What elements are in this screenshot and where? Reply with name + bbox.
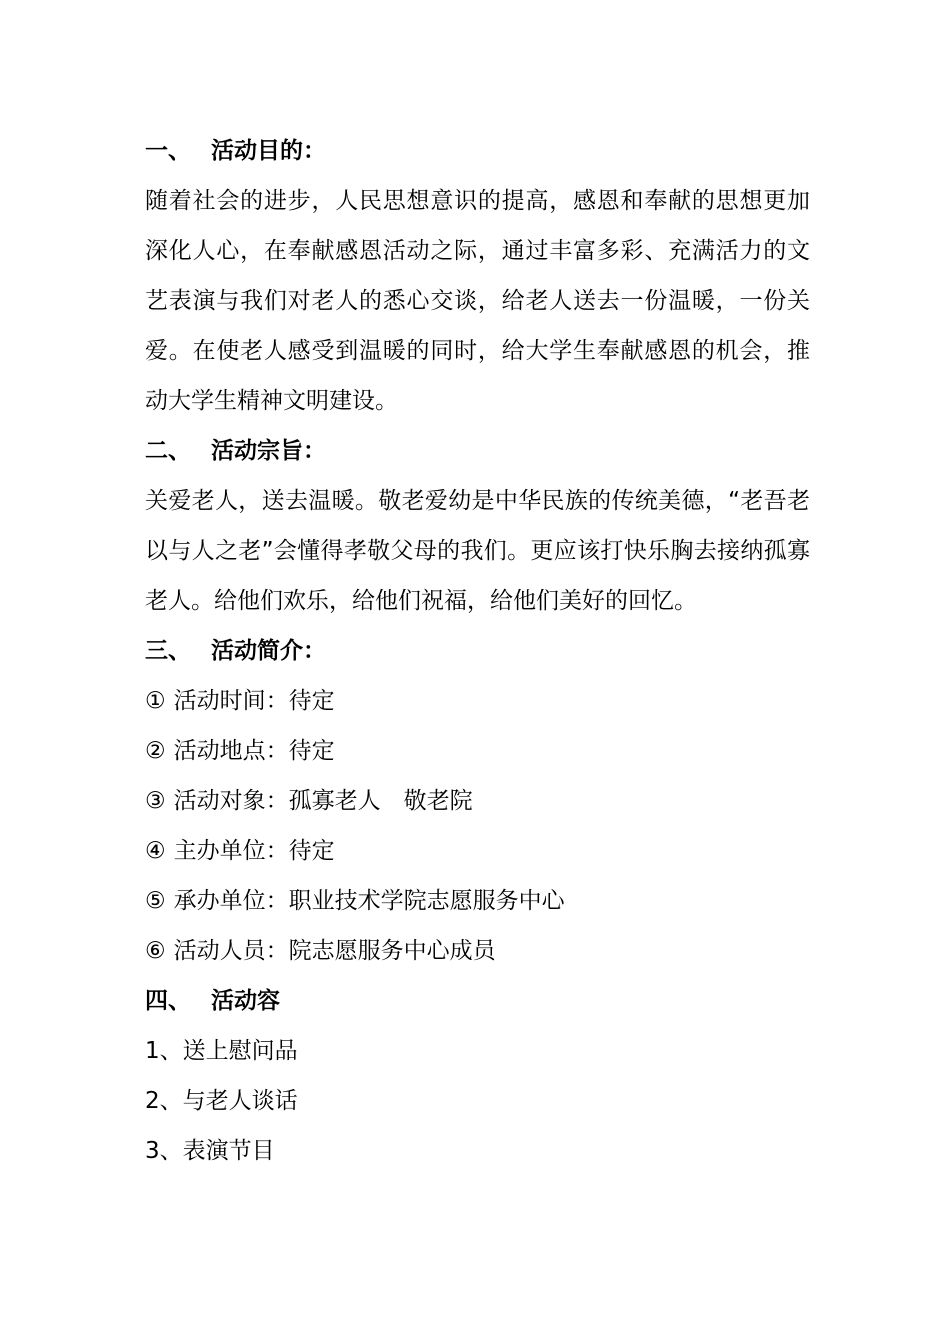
section3-item <box>145 926 810 976</box>
section1-heading <box>145 126 810 176</box>
section3-item <box>145 776 810 826</box>
item-text: 活动对象：孤寡老人 敬老院 <box>173 788 473 814</box>
section3-item <box>145 826 810 876</box>
section2-heading <box>145 426 810 476</box>
section3-item <box>145 676 810 726</box>
section4-number: 四、 <box>145 988 191 1014</box>
item-text: 活动时间：待定 <box>173 688 335 714</box>
section1-title: 活动目的： <box>211 138 326 164</box>
section1-body: 随着社会的进步，人民思想意识的提高，感恩和奉献的思想更加深化人心，在奉献感恩活动之际，通过丰富多彩、充满活力的文艺表演与我们对老人的悉心交谈，给老人送去一份温暖，一份关爱。在使老人感受到温暖的同时，给大学生奉献感恩的机会，推动大学生精神文明建设。 <box>145 188 810 414</box>
section1-number: 一、 <box>145 138 191 164</box>
section3-heading <box>145 626 810 676</box>
section2-title: 活动宗旨： <box>211 438 326 464</box>
item-text: 承办单位：职业技术学院志愿服务中心 <box>173 888 565 914</box>
section3-item <box>145 726 810 776</box>
section2-body: 关爱老人，送去温暖。敬老爱幼是中华民族的传统美德，“老吾老以与人之老”会懂得孝敬父母的我们。更应该打快乐胸去接纳孤寡老人。给他们欢乐，给他们祝福，给他们美好的回忆。 <box>145 488 810 614</box>
section4-item: 2、与老人谈话 <box>145 1088 298 1114</box>
item-marker: ① <box>145 688 166 714</box>
section3-item <box>145 876 810 926</box>
item-marker: ⑥ <box>145 938 166 964</box>
section4-heading <box>145 976 810 1026</box>
item-marker: ② <box>145 738 166 764</box>
section2-number: 二、 <box>145 438 191 464</box>
item-marker: ⑤ <box>145 888 166 914</box>
section3-number: 三、 <box>145 638 191 664</box>
item-text: 活动地点：待定 <box>173 738 335 764</box>
document-content <box>145 126 810 1176</box>
section4-item: 1、送上慰问品 <box>145 1038 298 1064</box>
section4-title: 活动容 <box>211 988 280 1014</box>
item-marker: ④ <box>145 838 166 864</box>
item-text: 活动人员：院志愿服务中心成员 <box>173 938 496 964</box>
item-marker: ③ <box>145 788 166 814</box>
section4-item: 3、表演节目 <box>145 1138 275 1164</box>
section3-title: 活动简介： <box>211 638 326 664</box>
item-text: 主办单位：待定 <box>173 838 335 864</box>
